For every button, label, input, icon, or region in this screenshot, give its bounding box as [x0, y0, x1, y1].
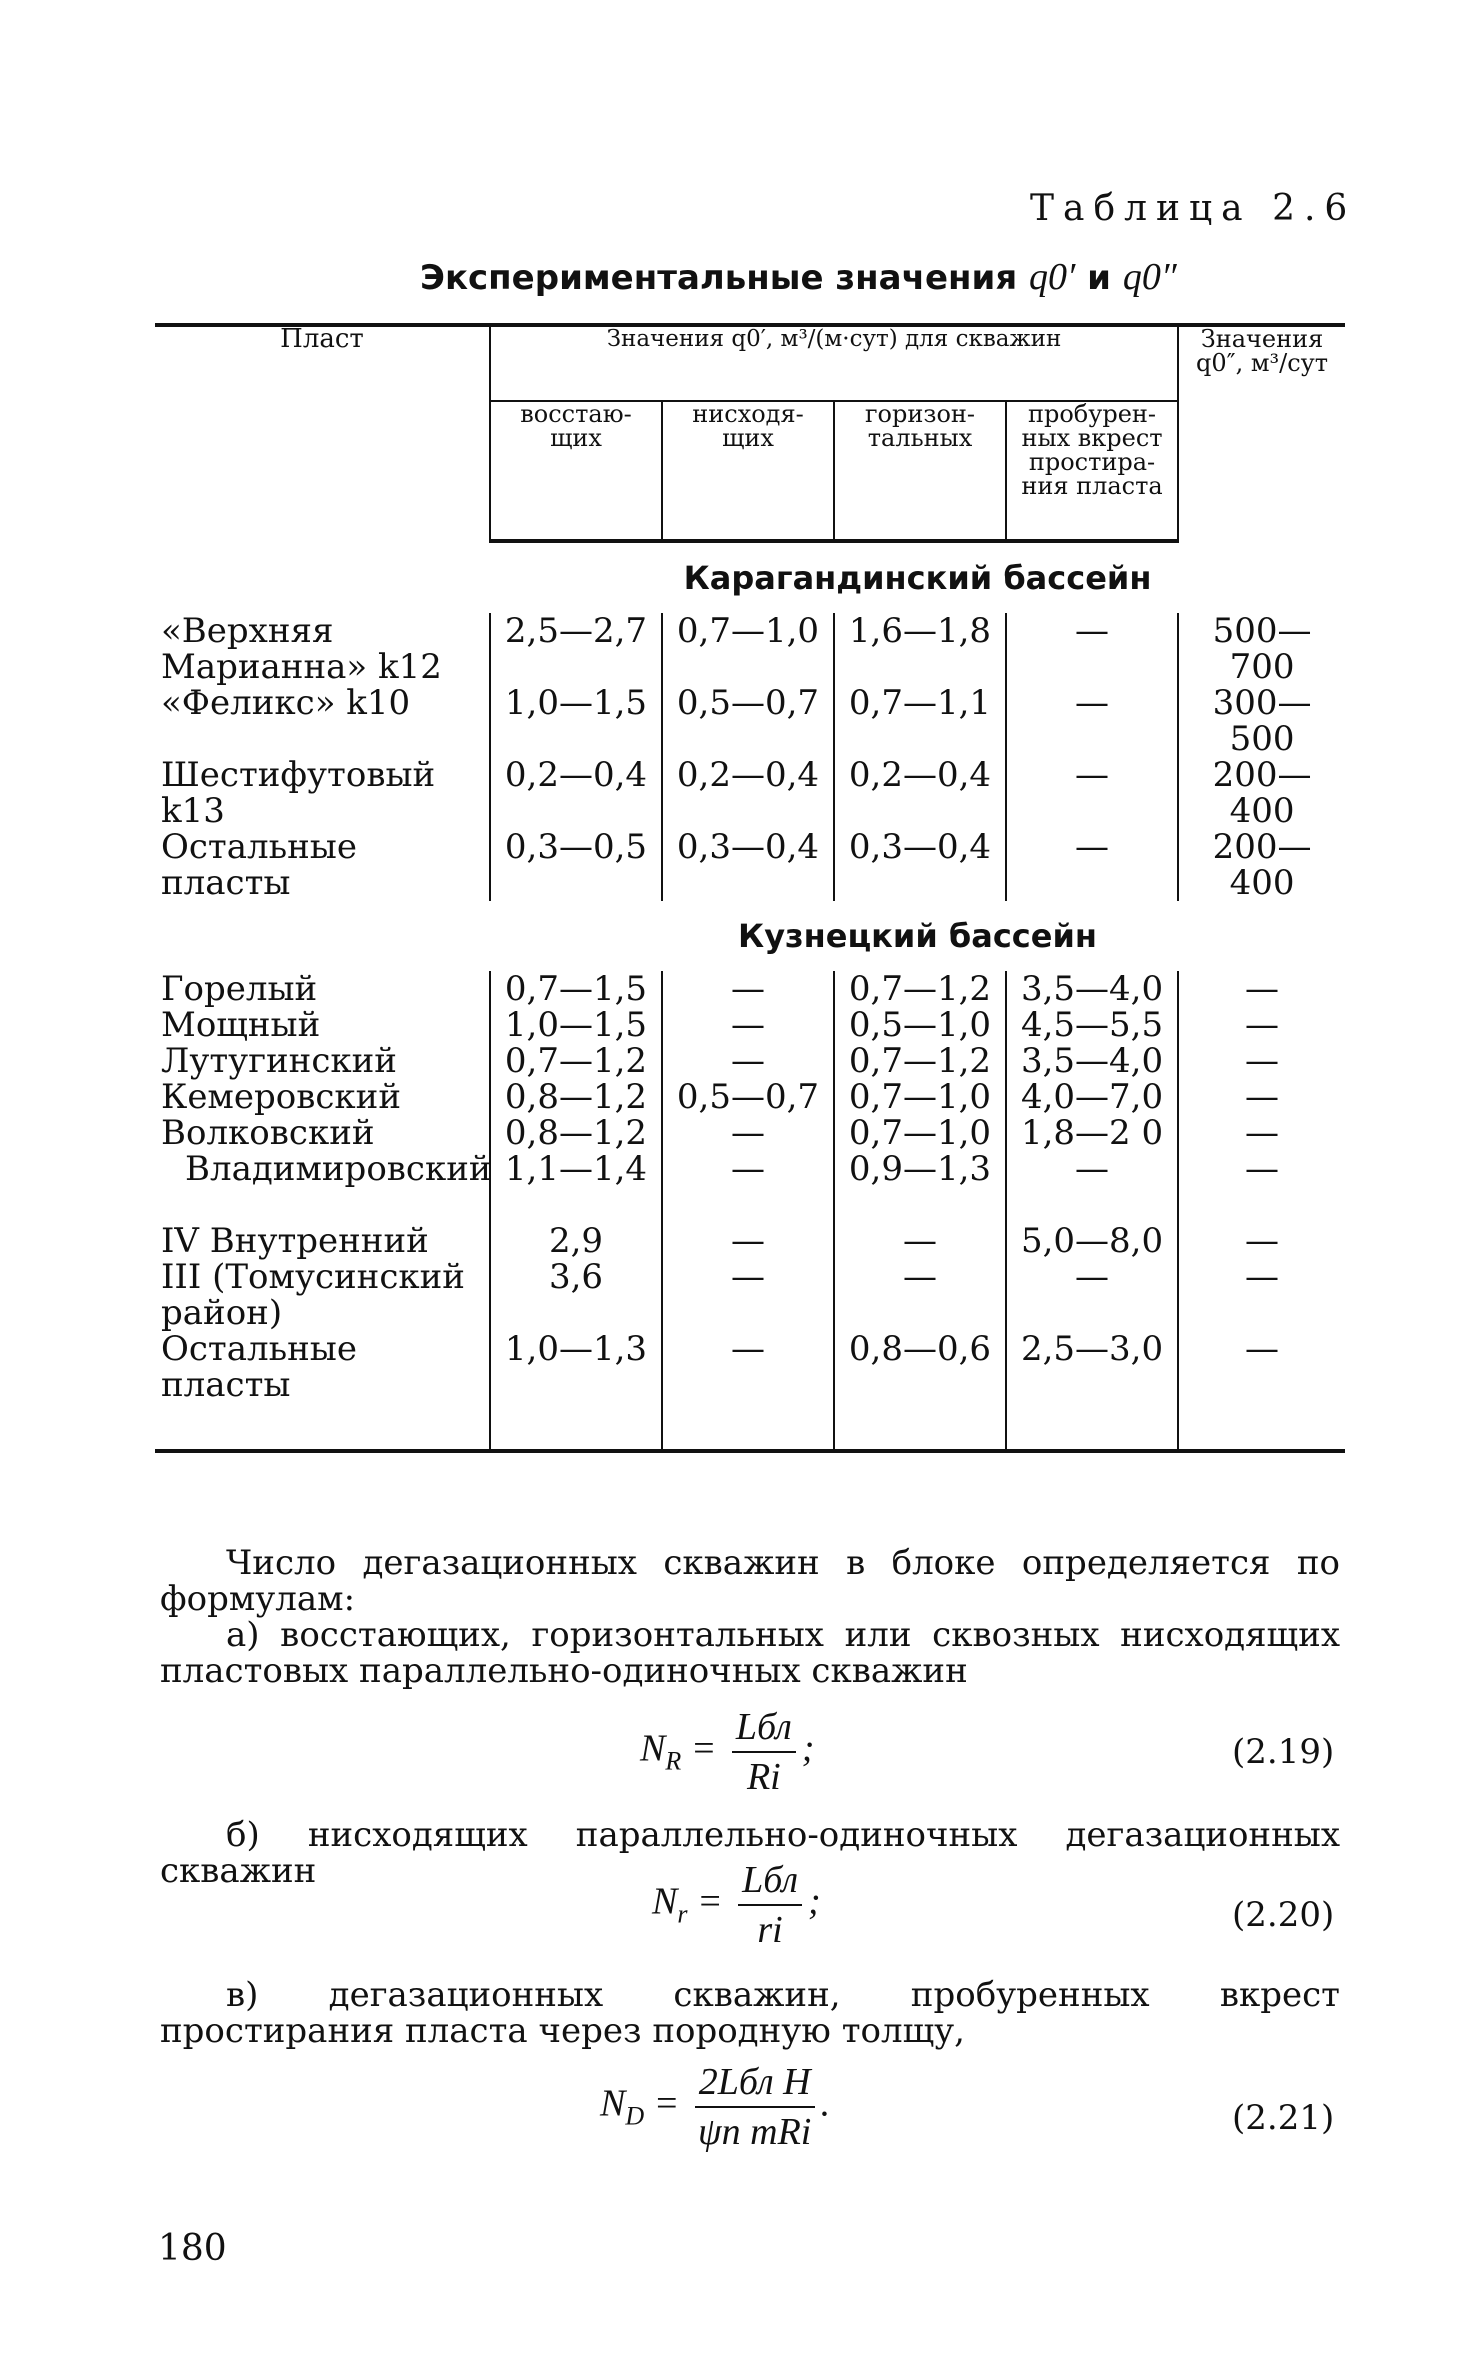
- header-sub-1: восстаю-щих: [490, 401, 662, 541]
- row-name: Шестифутовый k13: [161, 755, 436, 831]
- table-row: [155, 1115, 1345, 1151]
- formula-2-19: $N_R$ = $\frac{\text{Lбл}}{Ri}$ ;: [640, 1706, 815, 1798]
- table-row: [155, 1079, 1345, 1115]
- cell: 1,1—1,4: [490, 1151, 662, 1223]
- cell: —: [1245, 1149, 1280, 1189]
- header-last: Значения q0″, м³/сут: [1178, 325, 1345, 541]
- cell: —: [1245, 1005, 1280, 1045]
- row-name: «Верхняя Марианна» k12: [161, 611, 442, 687]
- cell: 0,7—1,0: [662, 613, 834, 685]
- cell: 300—500: [1212, 683, 1312, 759]
- cell: —: [662, 1223, 834, 1259]
- cell: 4,5—5,5: [1006, 1007, 1178, 1043]
- section-title-karaganda: Карагандинский бассейн: [683, 559, 1152, 597]
- cell: 0,7—1,0: [834, 1079, 1006, 1115]
- formula-tail: .: [820, 2082, 831, 2125]
- row-name: Кемеровский: [161, 1077, 401, 1117]
- formula-numerator: 2Lбл H: [695, 2060, 815, 2108]
- cell: 1,0—1,5: [490, 1007, 662, 1043]
- cell: —: [662, 971, 834, 1007]
- formula-sub: R: [665, 1746, 682, 1776]
- equation-number-2-21: (2.21): [1232, 2098, 1335, 2138]
- equation-number-2-20: (2.20): [1232, 1895, 1335, 1935]
- formula-tail: ;: [808, 1880, 821, 1923]
- cell: 200—400: [1212, 827, 1312, 903]
- cell: —: [662, 1007, 834, 1043]
- table-row: [155, 1007, 1345, 1043]
- header-group: Значения q0′, м³/(м·сут) для скважин: [490, 325, 1178, 401]
- section-title-kuznetsk: Кузнецкий бассейн: [738, 917, 1097, 955]
- cell: 3,6: [490, 1259, 662, 1331]
- cell: 0,2—0,4: [490, 757, 662, 829]
- caption-and: и: [1087, 258, 1111, 298]
- cell: 0,7—1,1: [834, 685, 1006, 757]
- cell: 0,2—0,4: [662, 757, 834, 829]
- table-row: [155, 757, 1345, 829]
- cell: —: [1006, 685, 1178, 757]
- table-row: [155, 829, 1345, 901]
- cell: —: [834, 1223, 1006, 1259]
- row-name: Мощный: [161, 1005, 321, 1045]
- row-name: Владимировский: [185, 1149, 492, 1189]
- cell: —: [1245, 1113, 1280, 1153]
- table-row: [155, 1043, 1345, 1079]
- row-name: Горелый: [161, 969, 318, 1009]
- cell: —: [1245, 1257, 1280, 1297]
- header-layer: Пласт: [155, 325, 490, 541]
- cell: 0,2—0,4: [834, 757, 1006, 829]
- cell: 200—400: [1212, 755, 1312, 831]
- formula-lhs: N: [600, 2082, 626, 2125]
- cell: 3,5—4,0: [1006, 971, 1178, 1007]
- table-caption: [420, 255, 1177, 299]
- cell: —: [1245, 1041, 1280, 1081]
- cell: —: [1006, 829, 1178, 901]
- cell: 0,5—1,0: [834, 1007, 1006, 1043]
- cell: —: [1245, 969, 1280, 1009]
- cell: 3,5—4,0: [1006, 1043, 1178, 1079]
- formula-numerator: Lбл: [732, 1705, 796, 1753]
- cell: 1,0—1,5: [490, 685, 662, 757]
- row-name: III (Томусинский район): [161, 1257, 465, 1333]
- table-row: [155, 613, 1345, 685]
- cell: 0,7—1,2: [834, 971, 1006, 1007]
- cell: 0,3—0,4: [834, 829, 1006, 901]
- formula-2-20: $N_r$ = $\frac{\text{Lбл}}{ri}$ ;: [652, 1859, 821, 1951]
- cell: —: [662, 1043, 834, 1079]
- formula-denominator: ri: [757, 1909, 783, 1951]
- cell: —: [1245, 1077, 1280, 1117]
- table-row: [155, 1259, 1345, 1331]
- paragraph-intro: Число дегазационных скважин в блоке определяется по формулам:: [160, 1543, 1340, 1619]
- cell: —: [834, 1259, 1006, 1331]
- formula-sub: r: [677, 1899, 688, 1929]
- formula-sub: D: [625, 2101, 645, 2131]
- cell: 0,5—0,7: [662, 685, 834, 757]
- paragraph-c: в) дегазационных скважин, пробуренных вкрест простирания пласта через породную толщу,: [160, 1975, 1340, 2051]
- formula-numerator: Lбл: [738, 1858, 802, 1906]
- cell: —: [1006, 613, 1178, 685]
- cell: 1,6—1,8: [834, 613, 1006, 685]
- table-row: [155, 1331, 1345, 1451]
- cell: 0,9—1,3: [834, 1151, 1006, 1223]
- row-name: IV Внутренний: [161, 1221, 429, 1261]
- cell: —: [1006, 1259, 1178, 1331]
- data-table: [155, 323, 1345, 1453]
- cell: 2,5—2,7: [490, 613, 662, 685]
- cell: 1,8—2 0: [1006, 1115, 1178, 1151]
- formula-denominator: ψп mRi: [698, 2111, 812, 2153]
- table-number: Таблица 2.6: [1030, 188, 1357, 229]
- cell: —: [1006, 1151, 1178, 1223]
- cell: —: [662, 1151, 834, 1223]
- row-name: Лутугинский: [161, 1041, 397, 1081]
- cell: —: [1006, 757, 1178, 829]
- table-row: [155, 685, 1345, 757]
- page-number: 180: [158, 2228, 227, 2269]
- cell: 4,0—7,0: [1006, 1079, 1178, 1115]
- cell: —: [1178, 1331, 1345, 1451]
- cell: 0,3—0,5: [490, 829, 662, 901]
- table-row: [155, 1223, 1345, 1259]
- cell: 0,5—0,7: [662, 1079, 834, 1115]
- equation-number-2-19: (2.19): [1232, 1732, 1335, 1772]
- row-name: Остальные пласты: [155, 1331, 490, 1451]
- cell: 500—700: [1212, 611, 1312, 687]
- cell: —: [1245, 1221, 1280, 1261]
- formula-lhs: N: [652, 1880, 678, 1923]
- cell: 0,7—1,2: [834, 1043, 1006, 1079]
- paragraph-a: а) восстающих, горизонтальных или сквозных нисходящих пластовых параллельно-одиночных скважин: [160, 1615, 1340, 1691]
- formula-denominator: Ri: [746, 1756, 781, 1798]
- cell: 0,8—1,2: [490, 1079, 662, 1115]
- row-name: «Феликс» k10: [161, 683, 411, 723]
- caption-symbol-2: q0″: [1122, 256, 1177, 298]
- paragraph-b: б) нисходящих параллельно-одиночных дегазационных скважин: [160, 1815, 1340, 1891]
- cell: 0,7—1,5: [490, 971, 662, 1007]
- cell: 0,3—0,4: [662, 829, 834, 901]
- cell: 1,0—1,3: [490, 1331, 662, 1451]
- cell: 0,7—1,2: [490, 1043, 662, 1079]
- cell: 0,8—0,6: [834, 1331, 1006, 1451]
- table-row: [155, 1151, 1345, 1223]
- header-sub-4: пробурен-ных вкрест простира-ния пласта: [1006, 401, 1178, 541]
- caption-symbol-1: q0′: [1029, 256, 1076, 298]
- row-name: Волковский: [161, 1113, 375, 1153]
- cell: —: [662, 1259, 834, 1331]
- formula-lhs: N: [640, 1727, 666, 1770]
- header-sub-3: горизон-тальных: [834, 401, 1006, 541]
- cell: 2,5—3,0: [1006, 1331, 1178, 1451]
- cell: 2,9: [490, 1223, 662, 1259]
- cell: 5,0—8,0: [1006, 1223, 1178, 1259]
- cell: —: [662, 1115, 834, 1151]
- caption-text: Экспериментальные значения: [420, 258, 1018, 298]
- table-row: [155, 971, 1345, 1007]
- header-sub-2: нисходя-щих: [662, 401, 834, 541]
- formula-tail: ;: [801, 1727, 815, 1770]
- row-name: Остальные пласты: [161, 827, 357, 903]
- formula-2-21: $N_D$ = $\frac{\text{2Lбл H}}{\text{ψп mRi}}$ .: [600, 2061, 831, 2153]
- cell: 0,7—1,0: [834, 1115, 1006, 1151]
- cell: 0,8—1,2: [490, 1115, 662, 1151]
- cell: —: [662, 1331, 834, 1451]
